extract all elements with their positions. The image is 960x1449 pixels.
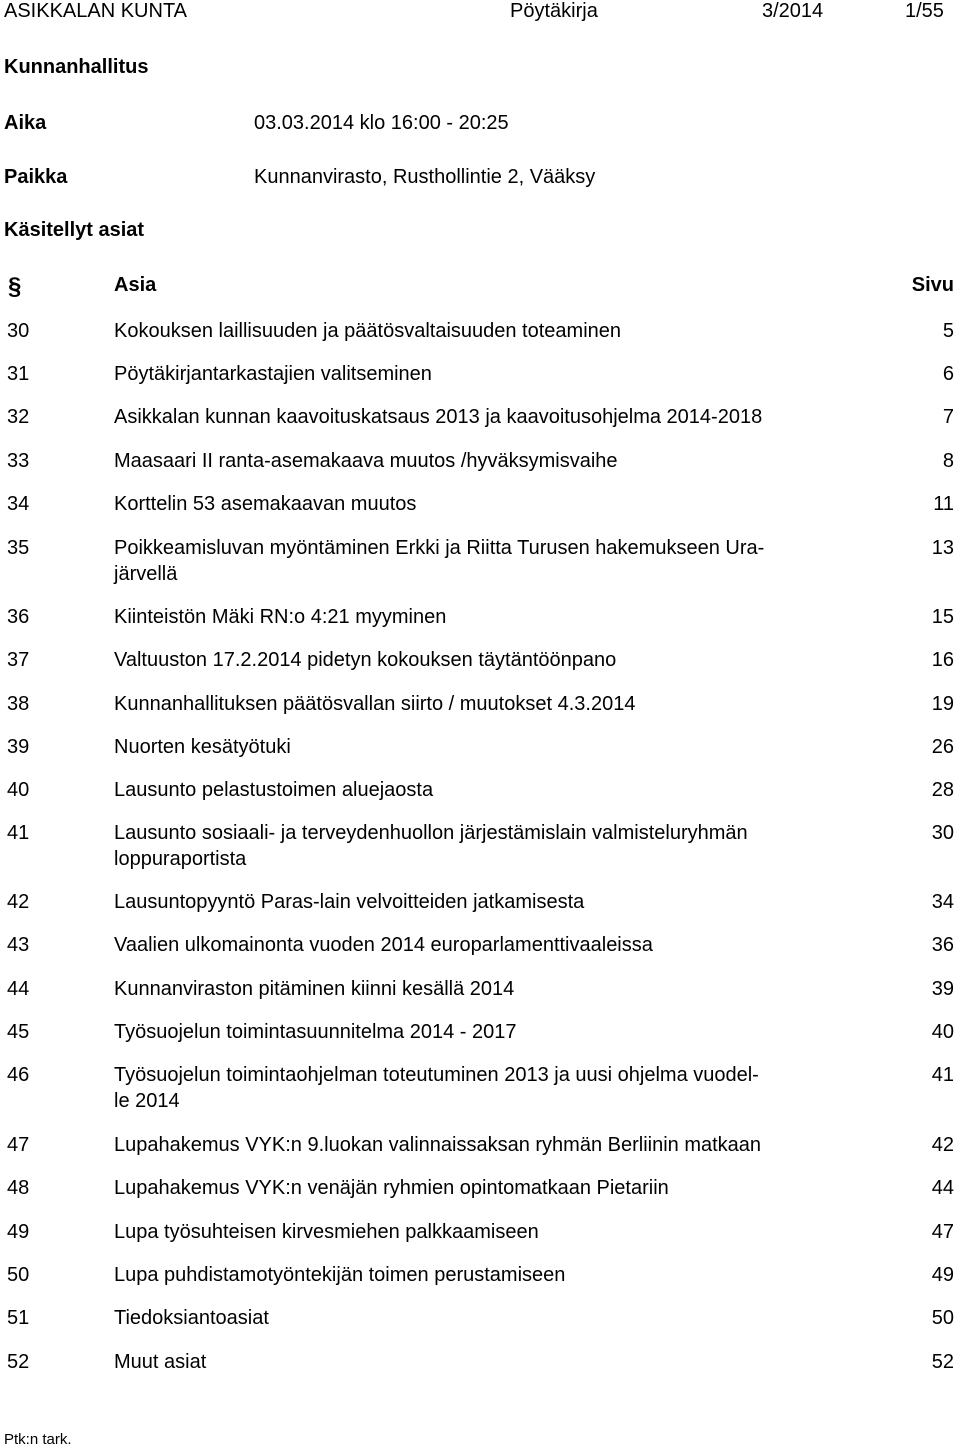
item-number: 30 <box>7 320 30 342</box>
item-number: 35 <box>7 537 30 559</box>
item-number: 48 <box>7 1177 30 1199</box>
item-topic: Lausunto sosiaali- ja terveydenhuollon järjestämislain valmisteluryhmän loppuraportista <box>114 822 748 870</box>
item-topic: Lupahakemus VYK:n venäjän ryhmien opintomatkaan Pietariin <box>114 1177 669 1199</box>
item-page: 50 <box>931 1307 954 1329</box>
item-page: 30 <box>931 822 954 844</box>
item-topic: Lupahakemus VYK:n 9.luokan valinnaissaksan ryhmän Berliinin matkaan <box>114 1134 762 1156</box>
item-topic: Kiinteistön Mäki RN:o 4:21 myyminen <box>114 606 447 628</box>
organization-name: ASIKKALAN KUNTA <box>4 0 188 22</box>
item-page: 6 <box>942 363 954 385</box>
item-page: 49 <box>931 1264 954 1286</box>
page-number: 1/55 <box>905 0 944 22</box>
item-page: 19 <box>931 693 954 715</box>
time-label: Aika <box>4 112 47 134</box>
item-topic: Kunnanhallituksen päätösvallan siirto / muutokset 4.3.2014 <box>114 693 636 715</box>
item-topic: Valtuuston 17.2.2014 pidetyn kokouksen täytäntöönpano <box>114 649 617 671</box>
item-page: 8 <box>942 450 954 472</box>
item-topic: Tiedoksiantoasiat <box>114 1307 269 1329</box>
item-page: 7 <box>942 406 954 428</box>
time-value: 03.03.2014 klo 16:00 - 20:25 <box>254 112 509 134</box>
item-page: 39 <box>931 978 954 1000</box>
item-page: 42 <box>931 1134 954 1156</box>
document-header <box>0 0 960 26</box>
item-topic: Lupa puhdistamotyöntekijän toimen perustamiseen <box>114 1264 566 1286</box>
item-page: 5 <box>942 320 954 342</box>
topic-column-header: Asia <box>114 274 157 296</box>
item-page: 47 <box>931 1221 954 1243</box>
item-number: 36 <box>7 606 30 628</box>
table-header <box>0 274 960 300</box>
item-page: 26 <box>931 736 954 758</box>
item-number: 43 <box>7 934 30 956</box>
item-topic: Lupa työsuhteisen kirvesmiehen palkkaamiseen <box>114 1221 539 1243</box>
item-topic: Nuorten kesätyötuki <box>114 736 291 758</box>
document-number: 3/2014 <box>762 0 824 22</box>
place-value: Kunnanvirasto, Rusthollintie 2, Vääksy <box>254 166 596 188</box>
item-page: 16 <box>931 649 954 671</box>
item-number: 51 <box>7 1307 30 1329</box>
item-topic: Poikkeamisluvan myöntäminen Erkki ja Riitta Turusen hakemukseen Ura- järvellä <box>114 537 765 585</box>
page-column-header: Sivu <box>911 274 954 296</box>
item-topic: Lausunto pelastustoimen aluejaosta <box>114 779 434 801</box>
item-topic: Muut asiat <box>114 1351 207 1373</box>
item-topic: Vaalien ulkomainonta vuoden 2014 europarlamenttivaaleissa <box>114 934 653 956</box>
item-topic: Työsuojelun toimintasuunnitelma 2014 - 2017 <box>114 1021 517 1043</box>
item-page: 36 <box>931 934 954 956</box>
item-number: 33 <box>7 450 30 472</box>
item-topic: Kokouksen laillisuuden ja päätösvaltaisuuden toteaminen <box>114 320 622 342</box>
item-page: 15 <box>931 606 954 628</box>
item-topic: Korttelin 53 asemakaavan muutos <box>114 493 417 515</box>
section-sign-header: § <box>8 273 22 300</box>
item-topic: Asikkalan kunnan kaavoituskatsaus 2013 ja kaavoitusohjelma 2014-2018 <box>114 406 763 428</box>
place-label: Paikka <box>4 166 68 188</box>
item-page: 44 <box>931 1177 954 1199</box>
item-number: 47 <box>7 1134 30 1156</box>
item-number: 52 <box>7 1351 30 1373</box>
item-number: 42 <box>7 891 30 913</box>
item-page: 34 <box>931 891 954 913</box>
body-name: Kunnanhallitus <box>4 56 149 78</box>
document-type: Pöytäkirja <box>510 0 598 22</box>
item-topic: Kunnanviraston pitäminen kiinni kesällä 2014 <box>114 978 515 1000</box>
item-page: 11 <box>933 493 954 515</box>
item-number: 40 <box>7 779 30 801</box>
item-number: 50 <box>7 1264 30 1286</box>
footer-note: Ptk:n tark. <box>4 1431 72 1448</box>
item-number: 38 <box>7 693 30 715</box>
item-page: 52 <box>931 1351 954 1373</box>
item-page: 40 <box>931 1021 954 1043</box>
item-number: 49 <box>7 1221 30 1243</box>
item-number: 37 <box>7 649 30 671</box>
item-number: 46 <box>7 1064 30 1086</box>
item-number: 41 <box>7 822 30 844</box>
item-page: 41 <box>931 1064 954 1086</box>
item-number: 45 <box>7 1021 30 1043</box>
item-topic: Työsuojelun toimintaohjelman toteutuminen 2013 ja uusi ohjelma vuodel- le 2014 <box>114 1064 759 1112</box>
item-number: 39 <box>7 736 30 758</box>
item-number: 31 <box>7 363 30 385</box>
item-number: 34 <box>7 493 30 515</box>
item-page: 13 <box>931 537 954 559</box>
item-topic: Maasaari II ranta-asemakaava muutos /hyväksymisvaihe <box>114 450 618 472</box>
item-page: 28 <box>931 779 954 801</box>
item-topic: Pöytäkirjantarkastajien valitseminen <box>114 363 432 385</box>
item-number: 32 <box>7 406 30 428</box>
item-topic: Lausuntopyyntö Paras-lain velvoitteiden jatkamisesta <box>114 891 585 913</box>
item-number: 44 <box>7 978 30 1000</box>
section-title: Käsitellyt asiat <box>4 219 145 241</box>
